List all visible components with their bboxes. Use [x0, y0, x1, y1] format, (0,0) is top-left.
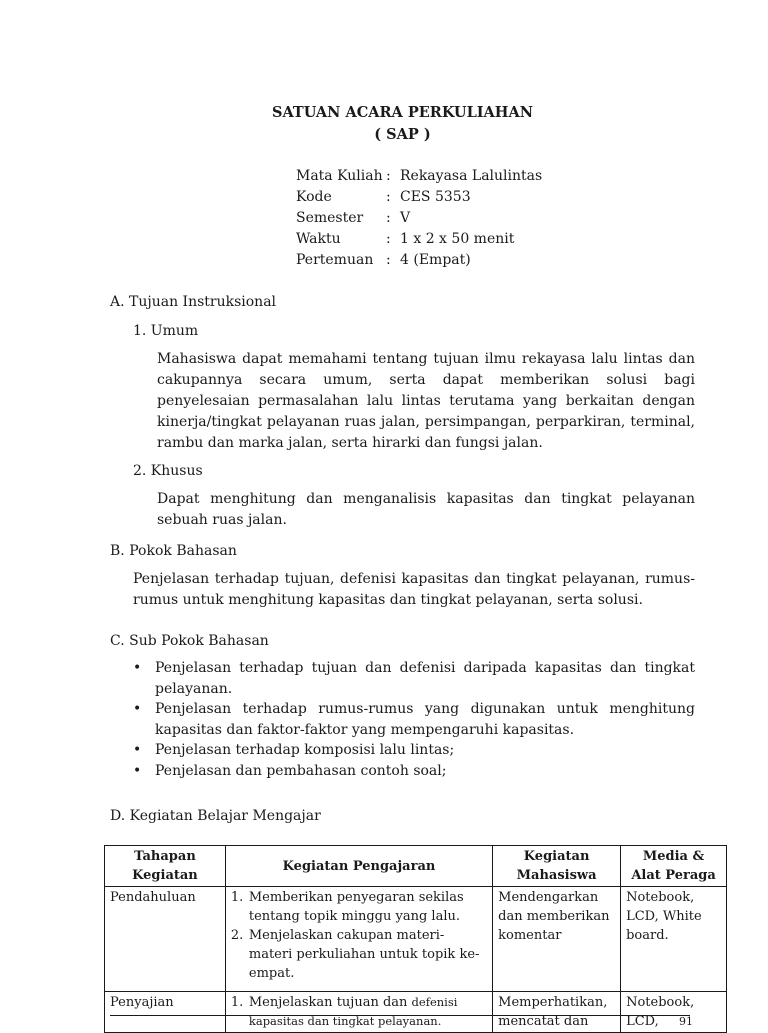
- info-row-kode: [296, 187, 542, 208]
- course-info: [296, 166, 542, 271]
- info-value: V: [400, 210, 411, 226]
- list-item: • Penjelasan dan pembahasan contoh soal;: [133, 761, 695, 782]
- info-label: Waktu: [296, 231, 341, 247]
- info-label: Mata Kuliah: [296, 168, 383, 184]
- cell-pengajaran: [225, 992, 492, 1033]
- info-separator: :: [386, 189, 391, 205]
- step-item: [231, 993, 487, 1031]
- step-text: Menjelaskan tujuan dan: [248, 995, 408, 1010]
- info-label: Pertemuan: [296, 252, 374, 268]
- step-number: 1.: [230, 995, 244, 1010]
- info-value: 1 x 2 x 50 menit: [400, 231, 515, 247]
- section-a-heading: A. Tujuan Instruksional: [110, 294, 277, 310]
- info-label: Kode: [296, 189, 332, 205]
- pengajaran-steps: [231, 993, 487, 1031]
- pokok-bahasan-paragraph: Penjelasan terhadap tujuan, defenisi kapasitas dan tingkat pelayanan, rumus-rumus untuk menghitung kapasitas dan tingkat pelayanan, serta solusi.: [133, 571, 695, 608]
- step-text: Menjelaskan cakupan materi-materi perkuliahan untuk topik ke-empat.: [248, 928, 480, 981]
- info-separator: :: [386, 210, 391, 226]
- pengajaran-steps: [231, 888, 487, 983]
- step-number: 1.: [230, 890, 244, 905]
- cell-mahasiswa: Mendengarkan dan memberikan komentar: [493, 887, 621, 992]
- info-label: Semester: [296, 210, 364, 226]
- cell-media: Notebook, LCD, White board.: [621, 887, 727, 992]
- step-text: Memberikan penyegaran sekilas tentang topik minggu yang lalu.: [248, 890, 464, 924]
- info-row-mata-kuliah: [296, 166, 542, 187]
- cell-pengajaran: [225, 887, 492, 992]
- footer-divider: [110, 1015, 690, 1016]
- info-value: CES 5353: [400, 189, 471, 205]
- khusus-paragraph: Dapat menghitung dan menganalisis kapasitas dan tingkat pelayanan sebuah ruas jalan.: [157, 491, 695, 528]
- column-header-tahapan: Tahapan Kegiatan: [105, 846, 226, 887]
- subsection-umum-heading: 1. Umum: [133, 323, 199, 339]
- info-value: 4 (Empat): [400, 252, 471, 268]
- cell-media: Notebook, LCD,: [621, 992, 727, 1033]
- activity-table: [104, 845, 727, 1033]
- section-b-heading: B. Pokok Bahasan: [110, 543, 237, 559]
- cell-tahapan: Penyajian: [105, 992, 226, 1033]
- subsection-khusus-heading: 2. Khusus: [133, 463, 203, 479]
- sub-pokok-bahasan-list: [133, 658, 695, 781]
- column-header-mahasiswa: Kegiatan Mahasiswa: [493, 846, 621, 887]
- umum-paragraph: Mahasiswa dapat memahami tentang tujuan ilmu rekayasa lalu lintas dan cakupannya secara umum, serta dapat memberikan solusi bagi penyelesaian permasalahan lalu lintas terutama yang berkaitan dengan kinerja/tingkat pelayanan ruas jalan, persimpangan, perparkiran, terminal, rambu dan marka jalan, serta hirarki dan fungsi jalan.: [157, 351, 695, 451]
- document-title: SATUAN ACARA PERKULIAHAN: [271, 104, 534, 121]
- step-item: [231, 926, 487, 983]
- section-d-heading: D. Kegiatan Belajar Mengajar: [110, 808, 321, 824]
- info-row-pertemuan: [296, 250, 542, 271]
- table-row: [105, 887, 727, 992]
- info-separator: :: [386, 168, 391, 184]
- page-number: 91: [679, 1015, 693, 1028]
- info-separator: :: [386, 252, 391, 268]
- info-row-waktu: [296, 229, 542, 250]
- cell-tahapan: Pendahuluan: [105, 887, 226, 992]
- column-header-pengajaran: Kegiatan Pengajaran: [225, 846, 492, 887]
- document-subtitle: ( SAP ): [374, 126, 431, 143]
- column-header-media: Media & Alat Peraga: [621, 846, 727, 887]
- info-separator: :: [386, 231, 391, 247]
- info-value: Rekayasa Lalulintas: [400, 168, 543, 184]
- list-item: • Penjelasan terhadap komposisi lalu lintas;: [133, 740, 695, 761]
- info-row-semester: [296, 208, 542, 229]
- table-header-row: [105, 846, 727, 887]
- table-row: [105, 992, 727, 1033]
- step-item: [231, 888, 487, 926]
- step-number: 2.: [230, 928, 244, 943]
- step-text-small: defenisi kapasitas dan tingkat pelayanan.: [248, 995, 458, 1028]
- list-item: • Penjelasan terhadap tujuan dan defenisi daripada kapasitas dan tingkat pelayanan.: [133, 658, 695, 699]
- cell-mahasiswa: Memperhatikan, mencatat dan: [493, 992, 621, 1033]
- section-c-heading: C. Sub Pokok Bahasan: [110, 633, 269, 649]
- list-item: • Penjelasan terhadap rumus-rumus yang digunakan untuk menghitung kapasitas dan faktor-faktor yang mempengaruhi kapasitas.: [133, 699, 695, 740]
